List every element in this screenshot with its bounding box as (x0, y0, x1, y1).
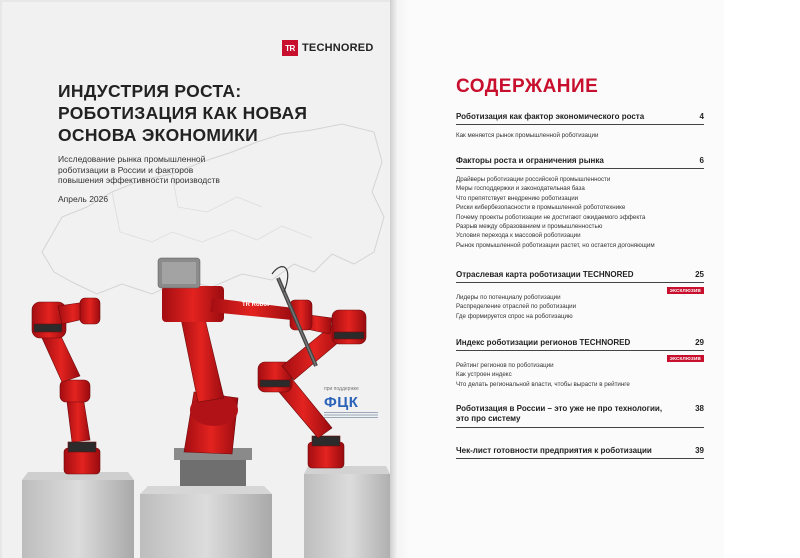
toc-section-title: Индекс роботизации регионов TECHNORED (456, 338, 631, 347)
logo-text: TECHNORED (302, 42, 374, 54)
right-cobot (258, 300, 366, 468)
toc-page-number: 38 (695, 404, 704, 413)
divider (456, 168, 704, 169)
toc-item[interactable]: Меры господдержки и законодательная база (456, 185, 585, 193)
toc-section[interactable] (456, 270, 704, 321)
toc-page-number: 6 (699, 156, 704, 165)
cover-title-line: ОСНОВА ЭКОНОМИКИ (58, 125, 258, 145)
toc-page-number: 39 (695, 446, 704, 455)
toc-section-title-line: Роботизация в России – это уже не про технологии, (456, 404, 663, 413)
toc-item[interactable]: Риски кибербезопасности в промышленной робототехнике (456, 204, 626, 212)
divider (456, 427, 704, 428)
divider (456, 350, 704, 351)
cover-subtitle-line: повышения эффективности производств (58, 175, 220, 185)
center-pedestal (140, 494, 272, 558)
cover-subtitle (58, 154, 278, 186)
toc-item[interactable]: Рынок промышленной роботизации растет, но остается догоняющим (456, 241, 655, 249)
right-pedestal (304, 474, 390, 558)
toc-section[interactable] (456, 446, 704, 459)
background-margin (724, 0, 800, 558)
toc-page-number: 25 (695, 270, 704, 279)
toc-section-title: Чек-лист готовности предприятия к роботизации (456, 446, 652, 455)
toc-section-title-line: это про систему (456, 414, 521, 423)
cover-title-line: РОБОТИЗАЦИЯ КАК НОВАЯ (58, 103, 308, 123)
report-cover (2, 2, 390, 558)
table-of-contents-page (408, 0, 724, 558)
toc-page-number: 29 (695, 338, 704, 347)
toc-title: СОДЕРЖАНИЕ (456, 76, 599, 97)
exclusive-badge: ЭКСКЛЮЗИВ (667, 287, 704, 294)
toc-item[interactable]: Как меняется рынок промышленной роботизации (456, 132, 599, 139)
toc-item[interactable]: Где формируется спрос на роботизацию (456, 312, 573, 320)
logo-mark: TR (282, 40, 298, 56)
left-pedestal (22, 480, 134, 558)
toc-section-title: Отраслевая карта роботизации TECHNORED (456, 270, 634, 279)
robot-brand-label: TR Robot (242, 302, 269, 308)
exclusive-badge: ЭКСКЛЮЗИВ (667, 355, 704, 362)
page-gutter (390, 0, 408, 558)
divider (456, 458, 704, 459)
toc-item[interactable]: Что препятствует внедрению роботизации (456, 194, 579, 202)
cover-subtitle-line: Исследование рынка промышленной (58, 154, 206, 164)
toc-item[interactable]: Как устроен индекс (456, 371, 512, 379)
toc-item[interactable]: Разрыв между образованием и промышленностью (456, 223, 603, 231)
divider (456, 124, 704, 125)
toc-section[interactable] (456, 156, 704, 250)
fsk-logo-tagline-graphic (324, 412, 378, 418)
cover-title-line: ИНДУСТРИЯ РОСТА: (58, 81, 242, 101)
support-label: при поддержке (324, 386, 359, 392)
toc-section[interactable] (456, 338, 704, 389)
toc-item[interactable]: Рейтинг регионов по роботизации (456, 362, 554, 369)
toc-item[interactable]: Драйверы роботизации российской промышленности (456, 176, 611, 183)
left-cobot (32, 298, 100, 474)
cover-title (58, 80, 358, 146)
toc-item[interactable]: Лидеры по потенциалу роботизации (456, 294, 561, 301)
toc-section-title: Роботизация как фактор экономического роста (456, 112, 645, 121)
toc-item[interactable]: Почему проекты роботизации не достигают ожидаемого эффекта (456, 213, 646, 221)
toc-page-number: 4 (699, 112, 704, 121)
fsk-logo: ФЦК (324, 394, 359, 411)
toc-section-title (456, 404, 662, 424)
toc-item[interactable]: Условия перехода к массовой роботизации (456, 232, 581, 240)
support-block (324, 386, 384, 418)
cover-subtitle-line: роботизации в России и факторов (58, 164, 194, 175)
toc-section[interactable] (456, 404, 704, 428)
cover-date: Апрель 2026 (58, 194, 109, 204)
toc-section-title: Факторы роста и ограничения рынка (456, 156, 604, 165)
toc-item[interactable]: Что делать региональной власти, чтобы вырасти в рейтинге (456, 380, 630, 388)
divider (456, 282, 704, 283)
toc-section[interactable] (456, 112, 704, 140)
toc-item[interactable]: Распределение отраслей по роботизации (456, 303, 577, 311)
technored-logo (282, 40, 373, 56)
